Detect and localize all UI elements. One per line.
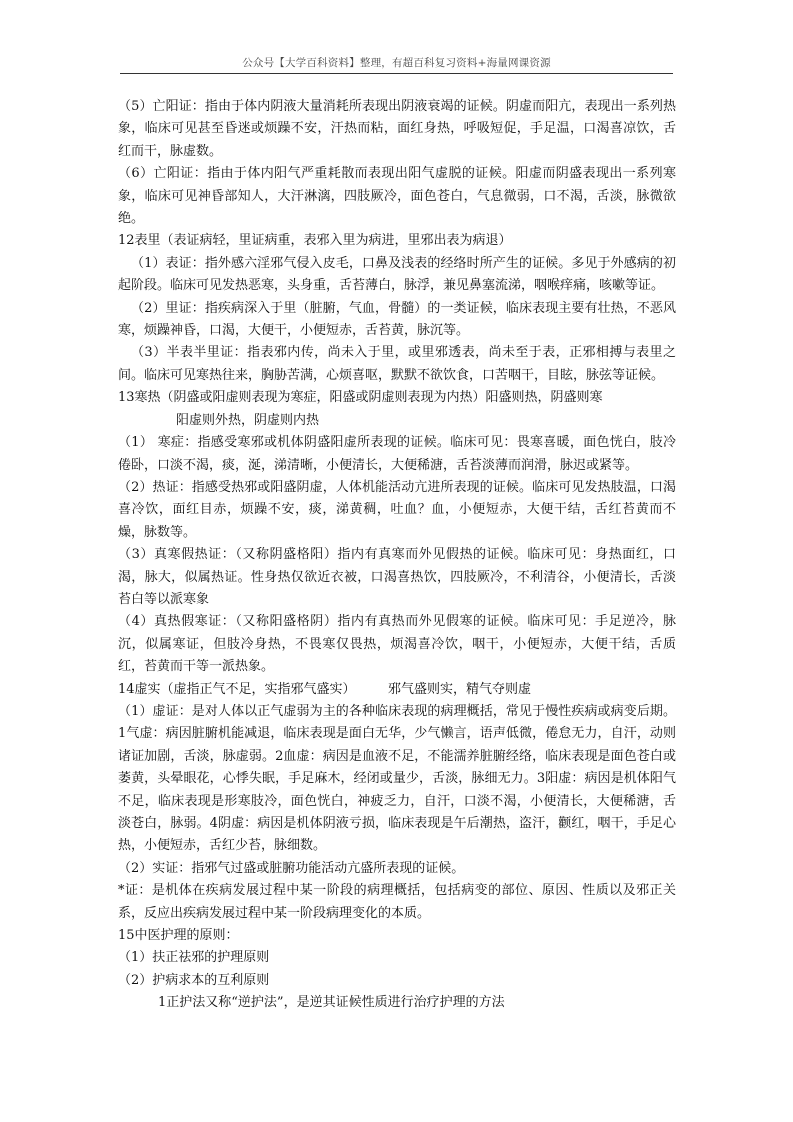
- header-divider: [120, 73, 673, 74]
- paragraph-ban-biao-ban-li: （3）半表半里证：指表邪内传，尚未入于里，或里邪透表，尚未至于表，正邪相搏与表里之间。临床可见寒热往来，胸胁苦满，心烦喜呕，默默不欲饮食，口苦咽干，目眩，脉弦等证候。: [118, 345, 676, 383]
- paragraph-zhen-re-jia-han: （4）真热假寒证：（又称阳盛格阴）指内有真热而外见假寒的证候。临床可见：手足逆冷，脉沉，似属寒证，但肢冷身热，不畏寒仅畏热，烦渴喜冷饮，咽干，小便短赤，大便干结，舌质红，苔黄而干等一派热象。: [118, 614, 676, 675]
- heading-nursing-principles: 15中医护理的原则：: [118, 928, 239, 944]
- heading-biao-li: 12表里（表证病轻，里证病重，表邪入里为病进，里邪出表为病退）: [118, 233, 512, 249]
- list-item-principle-2: （2）护病求本的互利原则: [118, 972, 270, 988]
- paragraph-biao-zheng: （1）表证：指外感六淫邪气侵入皮毛，口鼻及浅表的经络时所产生的证候。多见于外感病的初起阶段。临床可见发热恶寒，头身重，舌苔薄白，脉浮，兼见鼻塞流涕，咽喉痒痛，咳嗽等证。: [118, 255, 676, 294]
- paragraph-wang-yang: （6）亡阳证：指由于体内阳气严重耗散而表现出阳气虚脱的证候。阳虚而阴盛表现出一系列寒象，临床可见神昏部知人，大汗淋漓，四肢厥冷，面色苍白，气息微弱，口不渴，舌淡，脉微欲绝。: [118, 166, 676, 227]
- paragraph-han-zheng: （1） 寒症：指感受寒邪或机体阴盛阳虚所表现的证候。临床可见：畏寒喜暖，面色恍白，肢冷倦卧，口淡不渴，痰，涎，涕清晰，小便清长，大便稀溏，舌苔淡薄而润滑，脉迟或紧等。: [118, 435, 676, 473]
- paragraph-wang-yin: （5）亡阳证：指由于体内阴液大量消耗所表现出阴液衰竭的证候。阴虚而阳亢，表现出一系列热象，临床可见甚至昏迷或烦躁不安，汗热而粘，面红身热，呼吸短促，手足温，口渴喜凉饮，舌红而干，脉虚数。: [118, 99, 676, 159]
- document-body: [118, 96, 676, 1015]
- paragraph-zheng-definition: *证：是机体在疾病发展过程中某一阶段的病理概括，包括病变的部位、原因、性质以及邪正关系，反应出疾病发展过程中某一阶段病理变化的本质。: [118, 883, 676, 921]
- paragraph-zhen-han-jia-re: （3）真寒假热证：（又称阴盛格阳）指内有真寒而外见假热的证候。临床可见：身热面红，口渴，脉大，似属热证。性身热仅欲近衣被，口渴喜热饮，四肢厥冷，不利清谷，小便清长，舌淡苔白等以派寒象: [118, 547, 676, 607]
- paragraph-li-zheng: （2）里证：指疾病深入于里（脏腑，气血，骨髓）的一类证候，临床表现主要有壮热，不恶风寒，烦躁神昏，口渴，大便干，小便短赤，舌苔黄，脉沉等。: [118, 300, 676, 339]
- heading-han-re: 13寒热（阴盛或阳虚则表现为寒症，阳盛或阴虚则表现为内热）阳盛则热，阴盛则寒: [118, 390, 603, 406]
- heading-han-re-continued: 阳虚则外热，阴虚则内热: [176, 412, 320, 428]
- paragraph-xu-zheng: （1）虚证：是对人体以正气虚弱为主的各种临床表现的病理概括，常见于慢性疾病或病变后期。1气虚：病因脏腑机能减退，临床表现是面白无华，少气懒言，语声低微，倦怠无力，自汗，动则诸证加剧，舌淡，脉虚弱。2血虚：病因是血液不足，不能濡养脏腑经络，临床表现是面色苍白或萎黄，头晕眼花，心悸失眠，手足麻木，经闭或量少，舌淡，脉细无力。3阳虚：病因是机体阳气不足，临床表现是形寒肢冷，面色恍白，神疲乏力，自汗，口淡不渴，小便清长，大便稀溏，舌淡苍白，脉弱。4阴虚：病因是机体阴液亏损，临床表现是午后潮热，盗汗，颧红，咽干，手足心热，小便短赤，舌红少苔，脉细数。: [118, 703, 676, 854]
- paragraph-re-zheng: （2）热证：指感受热邪或阳盛阴虚，人体机能活动亢进所表现的证候。临床可见发热肢温，口渴喜冷饮，面红目赤，烦躁不安，痰，涕黄稠，吐血？血，小便短赤，大便干结，舌红苔黄而不燥，脉数等。: [118, 479, 676, 540]
- heading-xu-shi: 14虚实（虚指正气不足，实指邪气盛实） 邪气盛则实，精气夺则虚: [118, 681, 532, 697]
- list-item-principle-1: （1）扶正祛邪的护理原则: [118, 950, 270, 966]
- paragraph-shi-zheng: （2）实证：指邪气过盛或脏腑功能活动亢盛所表现的证候。: [118, 860, 465, 876]
- page-header: 公众号【大学百科资料】整理，有超百科复习资料+海量网课资源: [242, 57, 551, 69]
- list-item-zheng-hu-fa: 1正护法又称“逆护法”，是逆其证候性质进行治疗护理的方法: [158, 995, 505, 1011]
